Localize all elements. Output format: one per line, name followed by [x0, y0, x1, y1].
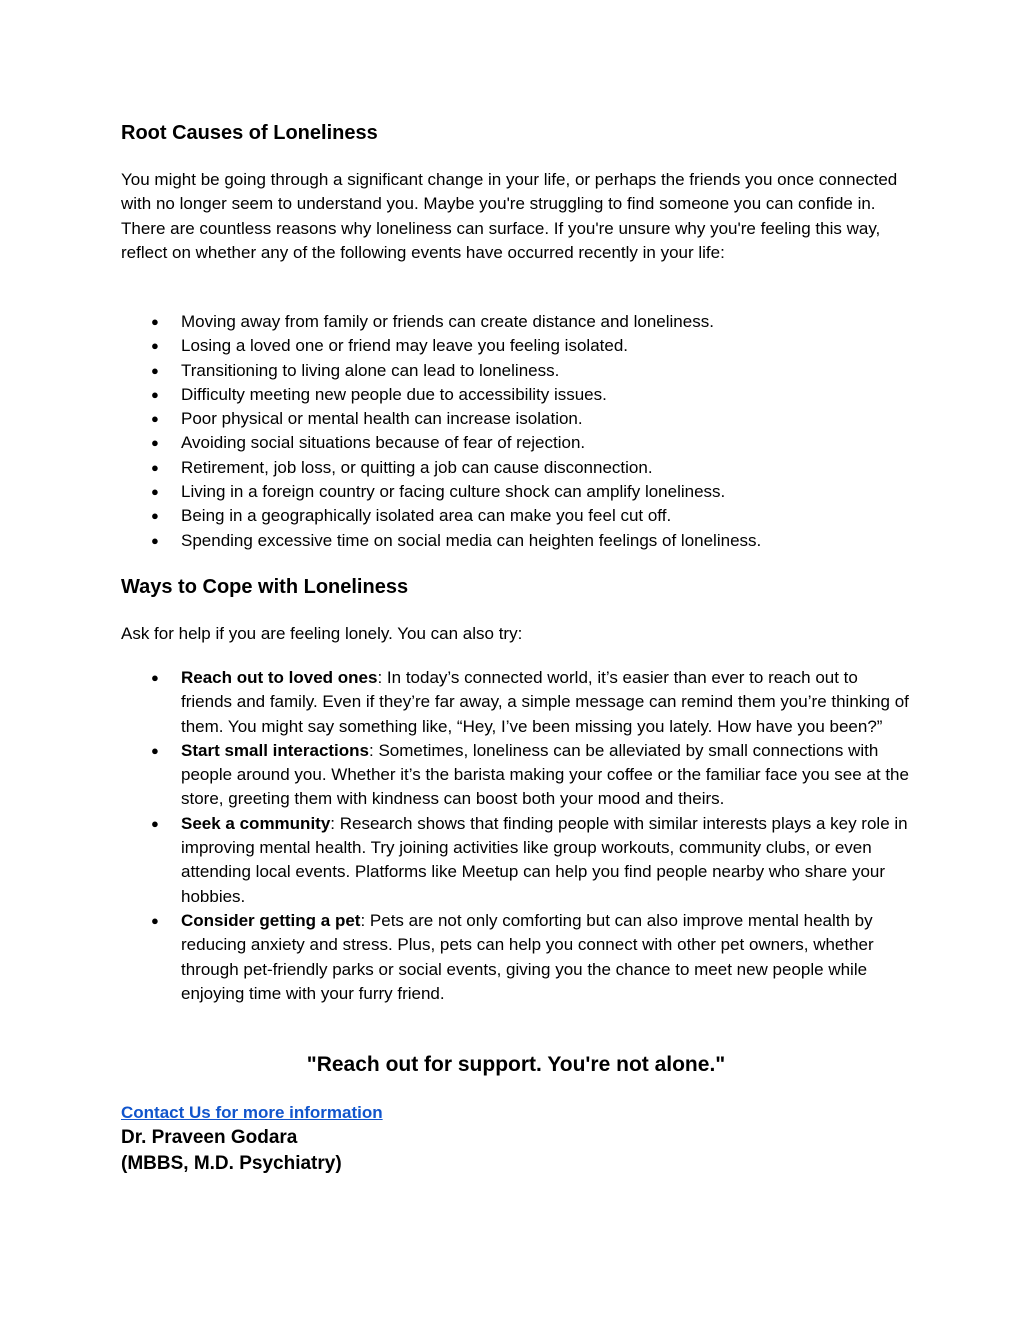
bullet-icon: ●	[151, 532, 159, 548]
list-item: ● Avoiding social situations because of fear of rejection.	[121, 431, 911, 455]
author-name: Dr. Praveen Godara	[121, 1127, 298, 1148]
list-item: ● Being in a geographically isolated area can make you feel cut off.	[121, 504, 911, 528]
contact-us-link[interactable]: Contact Us for more information	[121, 1103, 383, 1122]
list-item: ● Transitioning to living alone can lead to loneliness.	[121, 359, 911, 383]
bullet-icon: ●	[151, 815, 159, 831]
ways-to-cope-intro: Ask for help if you are feeling lonely. You can also try:	[121, 624, 523, 643]
list-item-text: : Pets are not only comforting but can also improve mental health by reducing anxiety and stress. Plus, pets can help you connect with other pet owners, whether through pet-friendly parks or social events, giving you the chance to meet new people while enjoying time with your furry friend.	[181, 910, 874, 1003]
bullet-icon: ●	[151, 386, 159, 402]
bullet-icon: ●	[151, 435, 159, 451]
bullet-icon: ●	[151, 411, 159, 427]
author-credentials: (MBBS, M.D. Psychiatry)	[121, 1153, 342, 1174]
bullet-icon: ●	[151, 362, 159, 378]
bullet-icon: ●	[151, 338, 159, 354]
support-quote: "Reach out for support. You're not alone."	[306, 1053, 726, 1076]
list-item-title: Reach out to loved ones	[181, 668, 378, 687]
bullet-icon: ●	[151, 508, 159, 524]
list-item	[121, 909, 911, 1006]
bullet-icon: ●	[151, 484, 159, 500]
list-item-text: : Research shows that finding people with similar interests plays a key role in improving mental health. Try joining activities like group workouts, community clubs, or even attending local events. Platforms like Meetup can help you find people nearby who share your hobbies.	[181, 813, 908, 906]
list-item	[121, 666, 911, 739]
list-item: ● Losing a loved one or friend may leave you feeling isolated.	[121, 334, 911, 358]
bullet-icon: ●	[151, 314, 159, 329]
heading-ways-to-cope: Ways to Cope with Loneliness	[121, 576, 409, 598]
list-item-title: Consider getting a pet	[181, 910, 361, 930]
list-item	[121, 812, 911, 909]
heading-root-causes: Root Causes of Loneliness	[121, 122, 378, 144]
list-item: ● Spending excessive time on social media can heighten feelings of loneliness.	[121, 529, 911, 553]
root-causes-list	[121, 310, 911, 553]
list-item: ● Difficulty meeting new people due to accessibility issues.	[121, 383, 911, 407]
list-item: ● Moving away from family or friends can create distance and loneliness.	[121, 310, 911, 334]
list-item	[121, 739, 911, 812]
list-item: ● Retirement, job loss, or quitting a job can cause disconnection.	[121, 456, 911, 480]
bullet-icon: ●	[151, 459, 159, 475]
list-item: ● Living in a foreign country or facing culture shock can amplify loneliness.	[121, 480, 911, 504]
list-item: ● Poor physical or mental health can increase isolation.	[121, 407, 911, 431]
ways-to-cope-list	[121, 666, 911, 1006]
list-item-title: Seek a community	[181, 813, 331, 833]
bullet-icon: ●	[151, 912, 159, 928]
bullet-icon: ●	[151, 670, 159, 685]
bullet-icon: ●	[151, 742, 159, 758]
list-item-title: Start small interactions	[181, 740, 370, 760]
list-item-text: : Sometimes, loneliness can be alleviated by small connections with people around you. Whether it’s the barista making your coffee or the familiar face you see at the store, greeting them with kindness can boost both your mood and theirs.	[181, 740, 909, 809]
list-item-text: : In today’s connected world, it’s easier than ever to reach out to friends and family. Even if they’re far away, a simple message can remind them you’re thinking of them. You might say something like, “Hey, I’ve been missing you lately. How have you been?”	[181, 668, 909, 736]
root-causes-intro: You might be going through a significant change in your life, or perhaps the friends you once connected with no longer seem to understand you. Maybe you're struggling to find someone you can confide in. There are countless reasons why loneliness can surface. If you're unsure why you're feeling this way, reflect on whether any of the following events have occurred recently in your life:	[121, 170, 898, 262]
